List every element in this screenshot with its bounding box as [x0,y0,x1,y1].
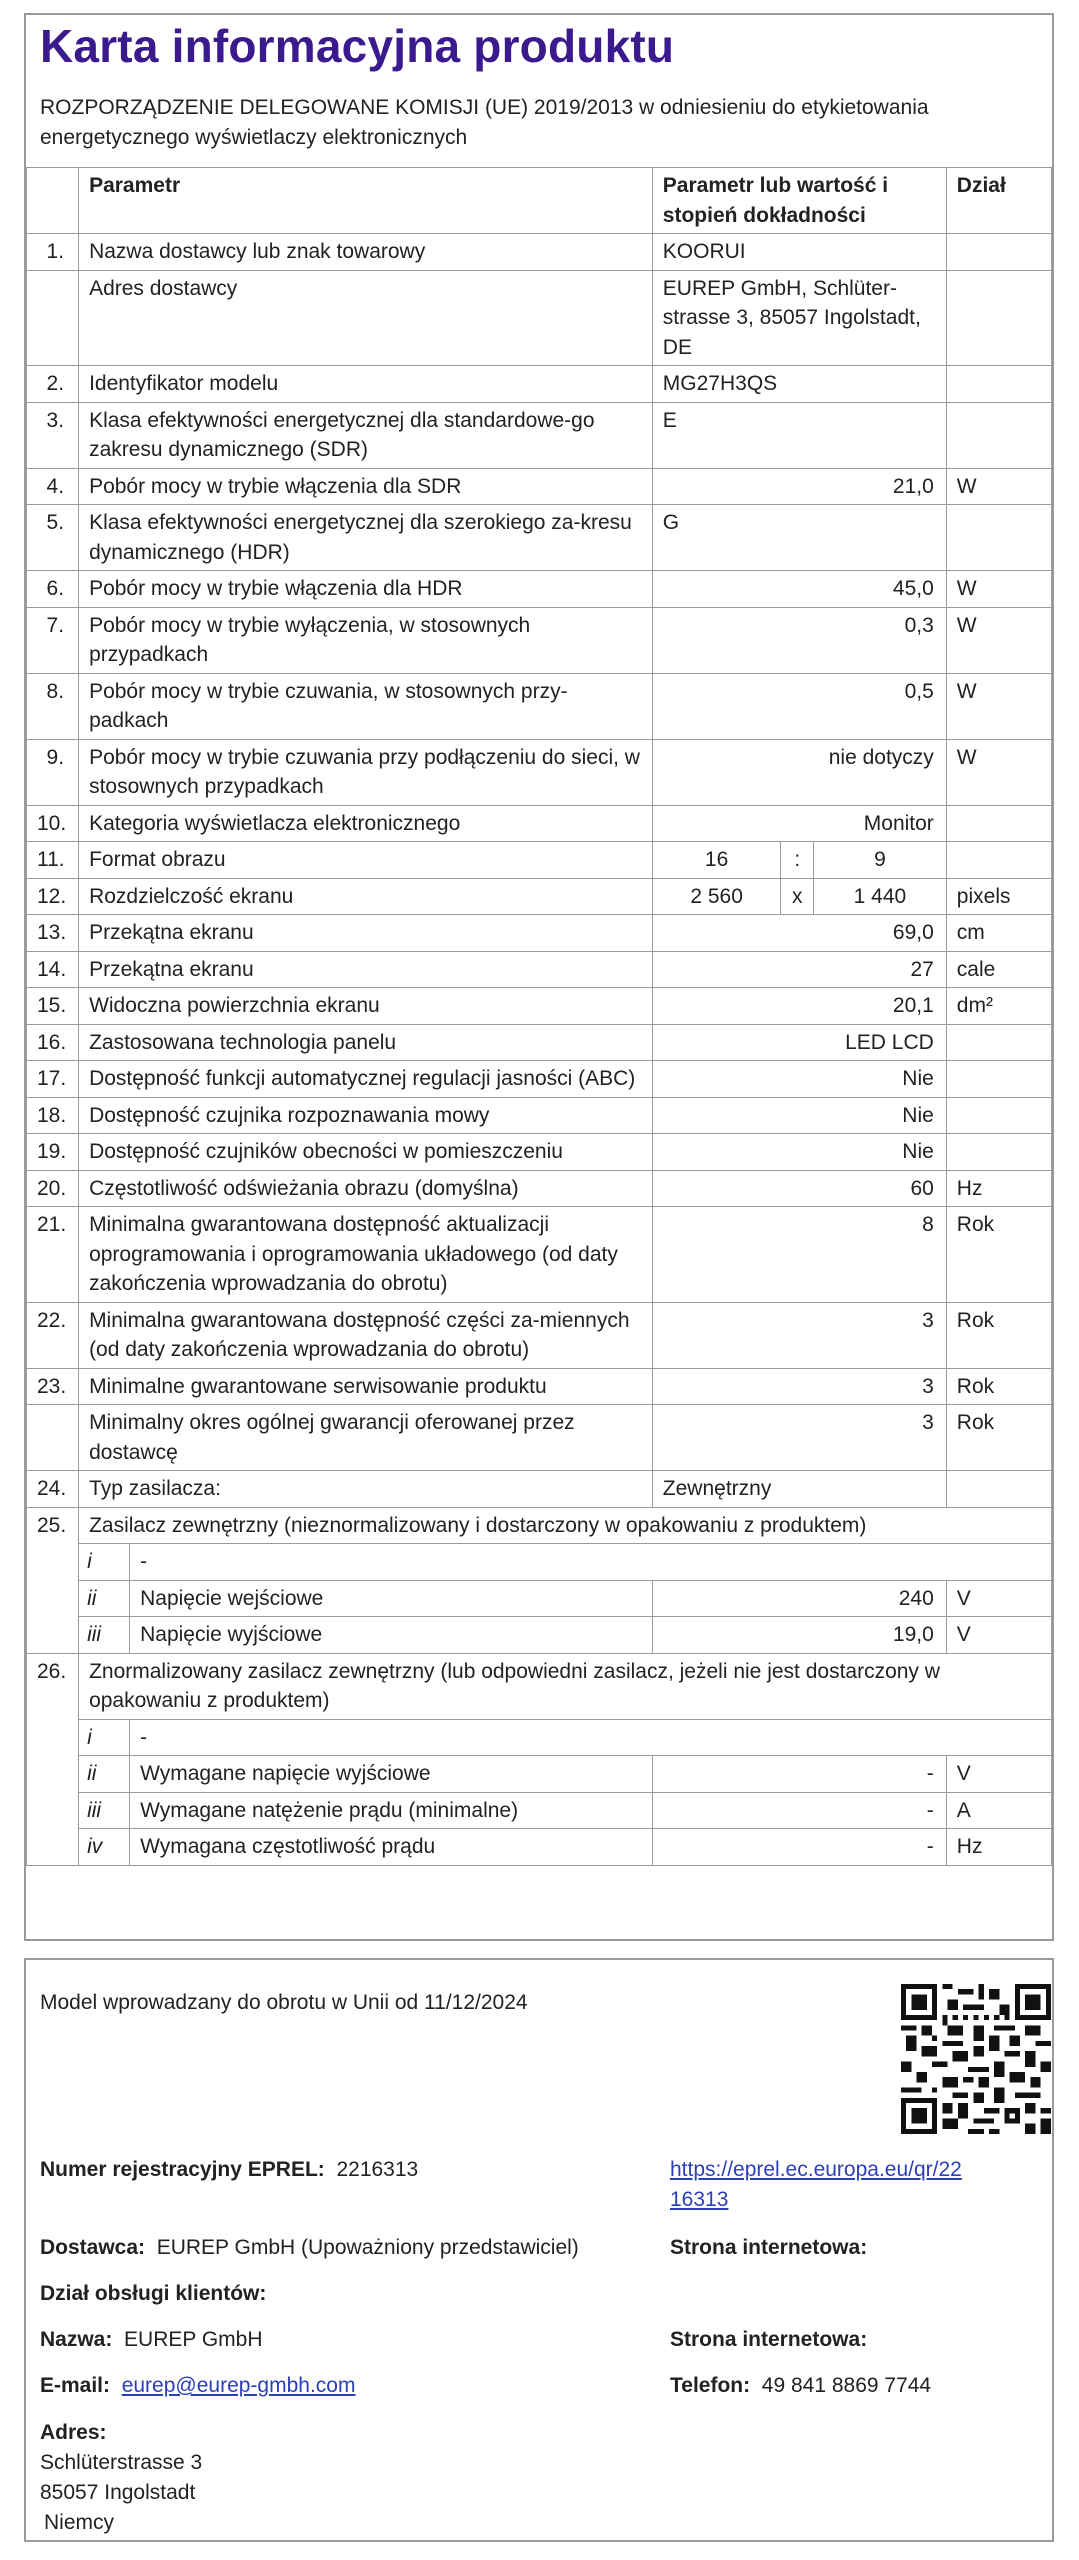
table-row [27,915,1052,952]
row-unit: W [946,673,1051,739]
row-number: 1. [27,234,79,271]
row-value: 3 [652,1302,946,1368]
table-row [27,1061,1052,1098]
table-row [27,1207,1052,1303]
eprel-number: 2216313 [336,2158,419,2181]
resolution-width: 2 560 [652,878,781,915]
row-value: Nie [652,1097,946,1134]
table-row [27,1471,1052,1508]
row-number: 9. [27,739,79,805]
row-number: 26. [27,1653,79,1865]
row-number: 19. [27,1134,79,1171]
email-link[interactable]: eurep@eurep-gmbh.com [121,2374,356,2397]
regulation-text: ROZPORZĄDZENIE DELEGOWANE KOMISJI (UE) 2019/2013 w odniesieniu do etykietowania energetycznego wyświetlaczy elektronicznych [40,96,929,149]
eprel-link-line-2[interactable]: 16313 [670,2188,729,2211]
table-row [27,878,1052,915]
row-number: 13. [27,915,79,952]
table-row [27,673,1052,739]
row-param: Minimalna gwarantowana dostępność części za-miennych (od daty zakończenia wprowadzania do obrotu) [79,1302,653,1368]
row-value: 3 [652,1368,946,1405]
row-unit: W [946,607,1051,673]
row-unit: Rok [946,1368,1051,1405]
subrow-param: Napięcie wejściowe [130,1580,653,1617]
row-param: Pobór mocy w trybie czuwania przy podłączeniu do sieci, w stosownych przypadkach [79,739,653,805]
row-value: 3 [652,1405,946,1471]
row-value: G [652,505,946,571]
supplier-label: Dostawca: [40,2236,146,2259]
row-unit [946,1134,1051,1171]
row-param: Widoczna powierzchnia ekranu [79,988,653,1025]
subrow-param: Napięcie wyjściowe [130,1617,653,1654]
row-unit: Rok [946,1405,1051,1471]
subrow-param: Wymagana częstotliwość prądu [130,1829,653,1866]
table-subrow [27,1792,1052,1829]
row-number: 2. [27,366,79,403]
table-row [27,1507,1052,1544]
row-number: 14. [27,951,79,988]
row-value: 20,1 [652,988,946,1025]
table-row [27,739,1052,805]
service-name-label: Nazwa: [40,2328,113,2351]
row-unit [946,402,1051,468]
market-date: Model wprowadzany do obrotu w Unii od 11/12/2024 [40,1991,528,2014]
row-unit: Rok [946,1207,1051,1303]
address-line-3: Niemcy [44,2511,115,2534]
aspect-width: 16 [652,842,781,879]
row-number: 23. [27,1368,79,1405]
table-row [27,1134,1052,1171]
table-row [27,988,1052,1025]
row-unit [946,505,1051,571]
row-param: Nazwa dostawcy lub znak towarowy [79,234,653,271]
subrow-param: - [130,1544,1052,1581]
subrow-unit: V [946,1617,1051,1654]
subrow-index: ii [79,1580,130,1617]
table-header-row [27,168,1052,234]
row-number: 16. [27,1024,79,1061]
row-unit: dm² [946,988,1051,1025]
row-unit [946,366,1051,403]
service-website-label: Strona internetowa: [670,2328,868,2351]
subrow-value: - [652,1829,946,1866]
phone-value: 49 841 8869 7744 [761,2374,932,2397]
row-param: Dostępność czujników obecności w pomieszczeniu [79,1134,653,1171]
row-unit: W [946,739,1051,805]
row-param: Dostępność czujnika rozpoznawania mowy [79,1097,653,1134]
customer-service-heading [40,2279,266,2309]
row-value: Monitor [652,805,946,842]
header-param: Parametr [79,168,653,234]
row-value: 21,0 [652,468,946,505]
row-param: Minimalny okres ogólnej gwarancji oferowanej przez dostawcę [79,1405,653,1471]
row-value: Nie [652,1134,946,1171]
row-param: Znormalizowany zasilacz zewnętrzny (lub odpowiedni zasilacz, jeżeli nie jest dostarczony w opakowaniu z produktem) [79,1653,1052,1719]
table-subrow [27,1829,1052,1866]
table-row [27,468,1052,505]
row-value: 45,0 [652,571,946,608]
subrow-index: i [79,1719,130,1756]
row-number: 8. [27,673,79,739]
row-value: Zewnętrzny [652,1471,946,1508]
table-row [27,1097,1052,1134]
product-info-sheet [24,13,1054,1941]
row-number: 22. [27,1302,79,1368]
email-row [40,2371,355,2401]
row-param: Częstotliwość odświeżania obrazu (domyślna) [79,1170,653,1207]
row-value: KOORUI [652,234,946,271]
phone-label: Telefon: [670,2374,751,2397]
row-number: 4. [27,468,79,505]
subrow-unit: Hz [946,1829,1051,1866]
table-row [27,571,1052,608]
subrow-index: iii [79,1617,130,1654]
website-label: Strona internetowa: [670,2236,868,2259]
table-subrow [27,1756,1052,1793]
row-value: 27 [652,951,946,988]
aspect-height: 9 [814,842,947,879]
page-title: Karta informacyjna produktu [40,20,675,72]
supplier-row [40,2233,579,2263]
row-value: 8 [652,1207,946,1303]
table-row [27,1405,1052,1471]
row-unit [946,1471,1051,1508]
subrow-index: iii [79,1792,130,1829]
subrow-value: 240 [652,1580,946,1617]
row-unit: cm [946,915,1051,952]
row-value: LED LCD [652,1024,946,1061]
row-param: Typ zasilacza: [79,1471,653,1508]
row-unit [946,842,1051,879]
row-param: Rozdzielczość ekranu [79,878,653,915]
subrow-index: i [79,1544,130,1581]
table-subrow [27,1617,1052,1654]
row-number [27,1405,79,1471]
row-unit [946,270,1051,366]
row-value: 0,3 [652,607,946,673]
row-number: 21. [27,1207,79,1303]
address-line-2: 85057 Ingolstadt [40,2481,196,2504]
table-row [27,1024,1052,1061]
table-row [27,366,1052,403]
table-row [27,1170,1052,1207]
table-row [27,1302,1052,1368]
row-unit: cale [946,951,1051,988]
row-param: Kategoria wyświetlacza elektronicznego [79,805,653,842]
row-number: 12. [27,878,79,915]
row-param: Klasa efektywności energetycznej dla standardowe-go zakresu dynamicznego (SDR) [79,402,653,468]
row-number [27,270,79,366]
row-param: Pobór mocy w trybie wyłączenia, w stosownych przypadkach [79,607,653,673]
subrow-param: Wymagane natężenie prądu (minimalne) [130,1792,653,1829]
spec-table [26,167,1052,1866]
service-website-row [670,2325,867,2355]
row-unit [946,234,1051,271]
table-row [27,234,1052,271]
row-number: 17. [27,1061,79,1098]
resolution-height: 1 440 [814,878,947,915]
row-param: Przekątna ekranu [79,951,653,988]
table-subrow [27,1580,1052,1617]
row-unit: W [946,571,1051,608]
row-unit [946,1061,1051,1098]
row-value: 69,0 [652,915,946,952]
table-row [27,951,1052,988]
header-num [27,168,79,234]
table-row [27,1653,1052,1719]
row-number: 11. [27,842,79,879]
row-unit: Hz [946,1170,1051,1207]
row-number: 20. [27,1170,79,1207]
row-number: 6. [27,571,79,608]
row-param: Minimalna gwarantowana dostępność aktualizacji oprogramowania i oprogramowania układowego (od daty zakończenia wprowadzania do obrotu) [79,1207,653,1303]
subrow-unit: V [946,1756,1051,1793]
supplier-value: EUREP GmbH (Upoważniony przedstawiciel) [156,2236,579,2259]
address-label: Adres: [40,2421,107,2444]
row-param: Minimalne gwarantowane serwisowanie produktu [79,1368,653,1405]
row-value: E [652,402,946,468]
row-value: 0,5 [652,673,946,739]
address-label-row [40,2418,107,2448]
row-param: Pobór mocy w trybie czuwania, w stosownych przy-padkach [79,673,653,739]
row-number: 10. [27,805,79,842]
row-param: Format obrazu [79,842,653,879]
customer-service-label: Dział obsługi klientów: [40,2282,267,2305]
row-number: 25. [27,1507,79,1653]
header-unit: Dział [946,168,1051,234]
eprel-link-line-1[interactable]: https://eprel.ec.europa.eu/qr/22 [670,2158,962,2181]
phone-row [670,2371,931,2401]
aspect-separator: : [781,842,814,879]
email-label: E-mail: [40,2374,111,2397]
service-name-value: EUREP GmbH [124,2328,263,2351]
subrow-value: - [652,1792,946,1829]
row-value: EUREP GmbH, Schlüter-strasse 3, 85057 Ingolstadt, DE [652,270,946,366]
row-number: 3. [27,402,79,468]
table-row [27,270,1052,366]
subrow-unit: V [946,1580,1051,1617]
row-param: Zasilacz zewnętrzny (nieznormalizowany i dostarczony w opakowaniu z produktem) [79,1507,1052,1544]
subrow-param: - [130,1719,1052,1756]
row-param: Zastosowana technologia panelu [79,1024,653,1061]
subrow-index: iv [79,1829,130,1866]
eprel-label: Numer rejestracyjny EPREL: [40,2158,325,2181]
row-number: 24. [27,1471,79,1508]
row-param: Adres dostawcy [79,270,653,366]
row-param: Dostępność funkcji automatycznej regulacji jasności (ABC) [79,1061,653,1098]
eprel-row [40,2155,418,2185]
row-value: MG27H3QS [652,366,946,403]
table-subrow [27,1544,1052,1581]
subrow-param: Wymagane napięcie wyjściowe [130,1756,653,1793]
row-param: Identyfikator modelu [79,366,653,403]
resolution-separator: x [781,878,814,915]
row-unit: W [946,468,1051,505]
table-row [27,842,1052,879]
row-unit [946,805,1051,842]
row-param: Klasa efektywności energetycznej dla szerokiego za-kresu dynamicznego (HDR) [79,505,653,571]
row-unit [946,1097,1051,1134]
row-param: Pobór mocy w trybie włączenia dla HDR [79,571,653,608]
row-number: 7. [27,607,79,673]
row-value: 60 [652,1170,946,1207]
row-param: Przekątna ekranu [79,915,653,952]
service-name-row [40,2325,263,2355]
row-unit: pixels [946,878,1051,915]
qr-code-icon[interactable] [901,1984,1051,2134]
address-line-1: Schlüterstrasse 3 [40,2451,203,2474]
row-value: Nie [652,1061,946,1098]
row-value: nie dotyczy [652,739,946,805]
website-row [670,2233,867,2263]
row-param: Pobór mocy w trybie włączenia dla SDR [79,468,653,505]
subrow-value: - [652,1756,946,1793]
table-row [27,505,1052,571]
row-number: 18. [27,1097,79,1134]
table-row [27,402,1052,468]
table-row [27,607,1052,673]
subrow-index: ii [79,1756,130,1793]
row-number: 15. [27,988,79,1025]
table-subrow [27,1719,1052,1756]
header-value: Parametr lub wartość i stopień dokładności [652,168,946,234]
supplier-info-box [24,1958,1054,2542]
row-number: 5. [27,505,79,571]
subrow-value: 19,0 [652,1617,946,1654]
table-row [27,805,1052,842]
row-unit [946,1024,1051,1061]
row-unit: Rok [946,1302,1051,1368]
subrow-unit: A [946,1792,1051,1829]
table-row [27,1368,1052,1405]
